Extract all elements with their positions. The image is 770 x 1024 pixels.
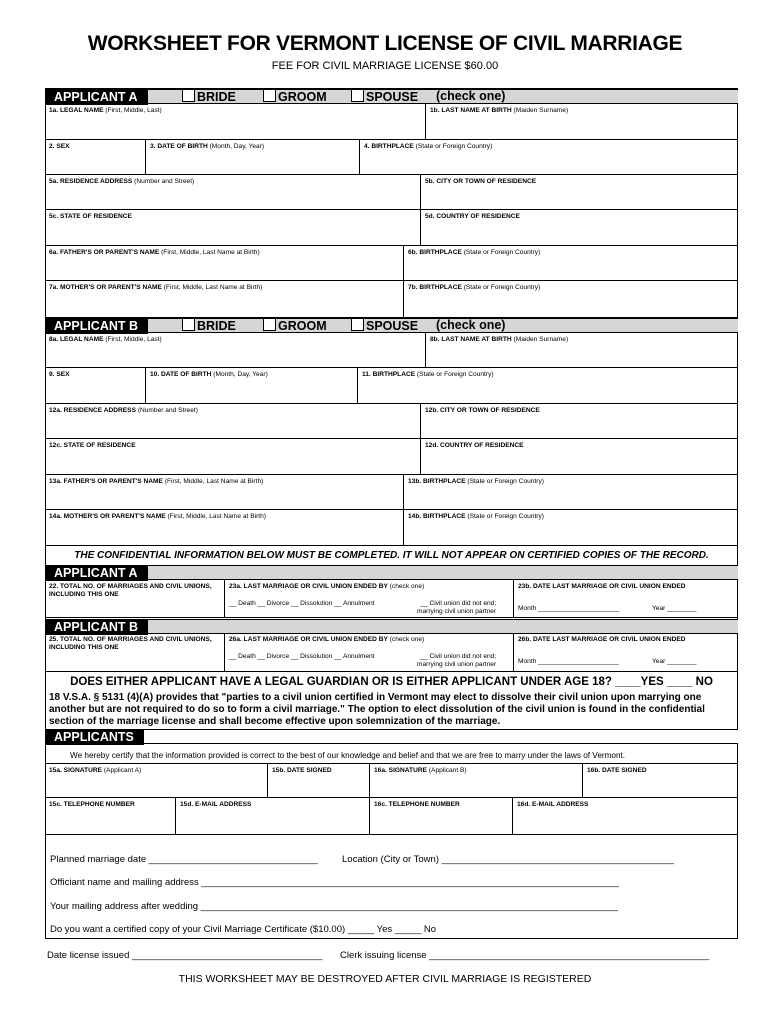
bride-option-b[interactable] [182,318,236,334]
applicant-a-label: APPLICANT A [45,90,148,105]
field-16c[interactable]: 16c. TELEPHONE NUMBER [370,798,513,835]
groom-option[interactable] [263,89,327,105]
field-5c[interactable]: 5c. STATE OF RESIDENCE [45,210,421,246]
field-13a[interactable]: 13a. FATHER'S OR PARENT'S NAME (First, Middle, Last Name at Birth) [45,475,404,510]
spouse-checkbox-b[interactable] [351,318,364,331]
groom-checkbox-b[interactable] [263,318,276,331]
location-field[interactable]: Location (City or Town) ____________________________________________ [342,854,675,865]
field-13b[interactable]: 13b. BIRTHPLACE (State or Foreign Country) [404,475,738,510]
applicants-bar [45,729,738,744]
field-23a[interactable]: 23a. LAST MARRIAGE OR CIVIL UNION ENDED BY (check one) __ Death __ Divorce __ Dissolution __ Annulment __ Civil union did not end; marrying civil union partner [225,580,514,618]
bride-checkbox[interactable] [182,89,195,102]
planned-date-field[interactable]: Planned marriage date ________________________________ [50,854,318,865]
footer-note: THIS WORKSHEET MAY BE DESTROYED AFTER CIVIL MARRIAGE IS REGISTERED [178,973,592,985]
applicants-label: APPLICANTS [45,730,144,745]
spouse-option[interactable] [351,89,418,105]
field-16b[interactable]: 16b. DATE SIGNED [583,764,738,798]
certify-statement: We hereby certify that the information provided is correct to the best of our knowledge and belief and that we are free to marry under the laws of Vermont. [70,751,626,760]
spouse-label: SPOUSE [366,90,419,104]
field-14a[interactable]: 14a. MOTHER'S OR PARENT'S NAME (First, Middle, Last Name at Birth) [45,510,404,546]
field-4[interactable]: 4. BIRTHPLACE (State or Foreign Country) [360,140,738,175]
month-field-a[interactable]: Month ______________________ [518,605,619,612]
field-25[interactable]: 25. TOTAL NO. OF MARRIAGES AND CIVIL UNIONS, INCLUDING THIS ONE [45,633,225,672]
groom-option-b[interactable] [263,318,327,334]
spouse-option-b[interactable] [351,318,418,334]
page-title: WORKSHEET FOR VERMONT LICENSE OF CIVIL MARRIAGE [87,32,683,55]
field-1a[interactable]: 1a. LEGAL NAME (First, Middle, Last) [45,104,426,140]
field-1b[interactable]: 1b. LAST NAME AT BIRTH (Maiden Surname) [426,104,738,140]
year-field-b[interactable]: Year ________ [652,658,697,665]
field-8a[interactable]: 8a. LEGAL NAME (First, Middle, Last) [45,333,426,368]
conf-applicant-a-bar [45,565,738,580]
field-12b[interactable]: 12b. CITY OR TOWN OF RESIDENCE [421,404,738,439]
bride-label: BRIDE [197,90,236,104]
spouse-checkbox[interactable] [351,89,364,102]
field-7b[interactable]: 7b. BIRTHPLACE (State or Foreign Country) [404,281,738,318]
date-issued-field[interactable]: Date license issued ____________________________________ [47,950,323,961]
year-field-a[interactable]: Year ________ [652,605,697,612]
check-one-note-b: (check one) [436,318,506,332]
clerk-field[interactable]: Clerk issuing license _____________________________________________________ [340,950,710,961]
civil-union-option-b[interactable]: __ Civil union did not end; marrying civil union partner [417,653,497,668]
applicant-b-bar [45,318,738,333]
conf-applicant-a-label: APPLICANT A [45,566,148,581]
bride-checkbox-b[interactable] [182,318,195,331]
groom-label-b: GROOM [278,319,327,333]
spouse-label-b: SPOUSE [366,319,419,333]
bride-option[interactable] [182,89,236,105]
groom-checkbox[interactable] [263,89,276,102]
ended-by-options-b[interactable]: __ Death __ Divorce __ Dissolution __ Annulment [229,653,375,660]
conf-applicant-b-bar [45,619,738,634]
check-one-note: (check one) [436,89,506,103]
field-12a[interactable]: 12a. RESIDENCE ADDRESS (Number and Street) [45,404,421,439]
field-8b[interactable]: 8b. LAST NAME AT BIRTH (Maiden Surname) [426,333,738,368]
certified-copy-question[interactable]: Do you want a certified copy of your Civil Marriage Certificate ($10.00) _____ Yes _____ No [50,924,437,935]
bride-label-b: BRIDE [197,319,236,333]
field-16d[interactable]: 16d. E-MAIL ADDRESS [513,798,738,835]
field-26a[interactable]: 26a. LAST MARRIAGE OR CIVIL UNION ENDED BY (check one) __ Death __ Divorce __ Dissolution __ Annulment __ Civil union did not end; marrying civil union partner [225,633,514,672]
field-5a[interactable]: 5a. RESIDENCE ADDRESS (Number and Street) [45,175,421,210]
field-5d[interactable]: 5d. COUNTRY OF RESIDENCE [421,210,738,246]
field-15d[interactable]: 15d. E-MAIL ADDRESS [176,798,370,835]
field-2[interactable]: 2. SEX [45,140,146,175]
fee-note: FEE FOR CIVIL MARRIAGE LICENSE $60.00 [271,60,499,72]
guardian-question[interactable]: DOES EITHER APPLICANT HAVE A LEGAL GUARDIAN OR IS EITHER APPLICANT UNDER AGE 18? ____YES ____ NO [70,676,713,688]
field-15b[interactable]: 15b. DATE SIGNED [268,764,370,798]
applicant-b-label: APPLICANT B [45,319,148,334]
field-10[interactable]: 10. DATE OF BIRTH (Month, Day, Year) [146,368,358,404]
legal-statute-text: 18 V.S.A. § 5131 (4)(A) provides that "parties to a civil union certified in Vermont may elect to dissolve their civil union upon marrying one another but are not required to do so to form a civil marriage." The option to elect dissolution of the civil union is found in the confidential section of the marriage license and shall become effective upon solemnization of the marriage. [49,692,705,727]
mailing-address-field[interactable]: Your mailing address after wedding _______________________________________________________________________________ [50,901,619,912]
applicant-a-bar [45,89,738,104]
field-3[interactable]: 3. DATE OF BIRTH (Month, Day, Year) [146,140,360,175]
conf-applicant-b-label: APPLICANT B [45,620,148,635]
field-5b[interactable]: 5b. CITY OR TOWN OF RESIDENCE [421,175,738,210]
field-7a[interactable]: 7a. MOTHER'S OR PARENT'S NAME (First, Middle, Last Name at Birth) [45,281,404,318]
field-15a[interactable]: 15a. SIGNATURE (Applicant A) [45,764,268,798]
field-12c[interactable]: 12c. STATE OF RESIDENCE [45,439,421,475]
officiant-field[interactable]: Officiant name and mailing address _______________________________________________________________________________ [50,877,619,888]
field-12d[interactable]: 12d. COUNTRY OF RESIDENCE [421,439,738,475]
field-22[interactable]: 22. TOTAL NO. OF MARRIAGES AND CIVIL UNIONS, INCLUDING THIS ONE [45,580,225,618]
field-23b[interactable]: 23b. DATE LAST MARRIAGE OR CIVIL UNION ENDED Month ______________________ Year ________ [514,580,738,618]
month-field-b[interactable]: Month ______________________ [518,658,619,665]
confidential-notice: THE CONFIDENTIAL INFORMATION BELOW MUST BE COMPLETED. IT WILL NOT APPEAR ON CERTIFIED COPIES OF THE RECORD. [74,550,709,561]
field-11[interactable]: 11. BIRTHPLACE (State or Foreign Country) [358,368,738,404]
civil-union-option-a[interactable]: __ Civil union did not end; marrying civil union partner [417,600,497,615]
ended-by-options-a[interactable]: __ Death __ Divorce __ Dissolution __ Annulment [229,600,375,607]
field-26b[interactable]: 26b. DATE LAST MARRIAGE OR CIVIL UNION ENDED Month ______________________ Year ________ [514,633,738,672]
field-9[interactable]: 9. SEX [45,368,146,404]
field-15c[interactable]: 15c. TELEPHONE NUMBER [45,798,176,835]
groom-label: GROOM [278,90,327,104]
field-6a[interactable]: 6a. FATHER'S OR PARENT'S NAME (First, Middle, Last Name at Birth) [45,246,404,281]
field-14b[interactable]: 14b. BIRTHPLACE (State or Foreign Country) [404,510,738,546]
field-16a[interactable]: 16a. SIGNATURE (Applicant B) [370,764,583,798]
field-6b[interactable]: 6b. BIRTHPLACE (State or Foreign Country) [404,246,738,281]
